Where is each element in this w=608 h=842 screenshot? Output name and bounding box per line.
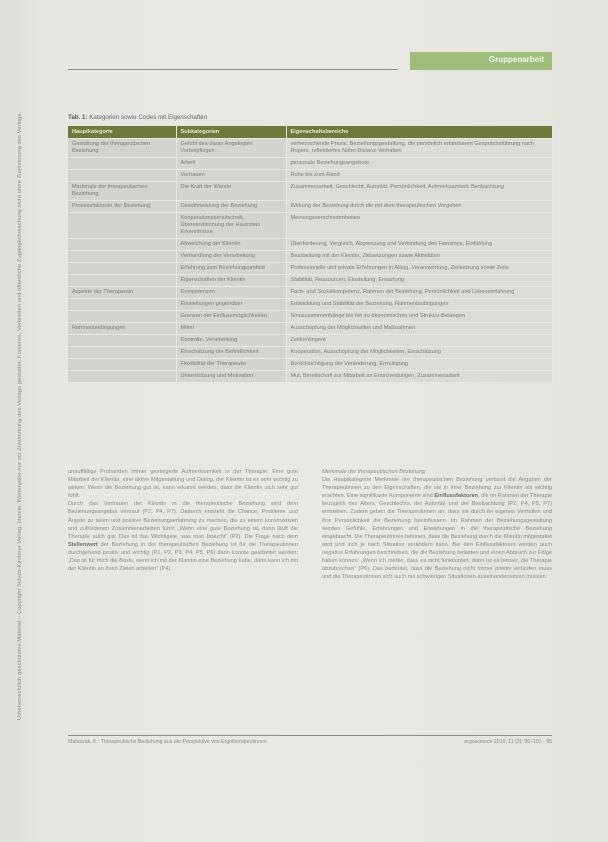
- table-cell: Die Kraft der Wände: [176, 182, 286, 201]
- table-header-cell: Eigenschaftsbereiche: [286, 126, 552, 139]
- table-row: [68, 335, 552, 347]
- table-row: [68, 323, 552, 335]
- table-row: [68, 359, 552, 371]
- table-cell: Kooperationsbereitschaft, Übereinstimmung der Hausstein Erkenntnisse: [176, 213, 286, 239]
- table-row: [68, 251, 552, 263]
- table-cell: Mittel: [176, 323, 286, 335]
- footer-rule: [68, 735, 552, 736]
- table-cell: Zusammenarbeit, Geschlecht, Autorität, Persönlichkeit, Aufmerksamkeit, Beobachtung: [286, 182, 552, 201]
- table-cell: [68, 158, 176, 170]
- table-cell: [68, 335, 176, 347]
- table-cell: personale Beziehungsangebote: [286, 158, 552, 170]
- table-cell: vorherrschende Praxis, Beziehungsgestaltung, die persönlich erfahrbaren Gesprächsführung nach Rogers, reflektiertes Nähe-Distanz-Verhalten: [286, 139, 552, 158]
- table-cell: Gefühl des daran Angelegtes Vorbeipflegen: [176, 139, 286, 158]
- table-cell: Berücksichtigung der Veränderung, Ermutigung: [286, 359, 552, 371]
- table-cell: Meinungsverschiedenheiten: [286, 213, 552, 239]
- section-badge: [410, 52, 552, 70]
- table-cell: [68, 359, 176, 371]
- table-cell: Kooperation, Ausschöpfung der Möglichkeiten, Einschätzung: [286, 347, 552, 359]
- table-cell: Kompetenzen: [176, 287, 286, 299]
- table-row: [68, 201, 552, 213]
- table-cell: [68, 251, 176, 263]
- table-row: [68, 170, 552, 182]
- table-cell: Kontrolle, Verarbeitung: [176, 335, 286, 347]
- table-row: [68, 311, 552, 323]
- table-row: [68, 239, 552, 251]
- table-cell: Einschätzung der Befindlichkeit: [176, 347, 286, 359]
- paragraph: Die Hauptkategorie Merkmale der therapeutischen Beziehung umfasst die Angaben der Therapeutinnen zu den Eigenschaften, die sie in ihrer Beziehung zur Klientin als wichtig erachten. Eine signifikante Komponente sind Einflussfaktoren, die im Rahmen der Therapie bezüglich des Alters, Geschlechts, der Autorität und der Beobachtung (P2, P4, P5, P7) entstehen. Zudem geben die Therapeutinnen an, dass sie durch ihr eigenes Verhalten und ihre Persönlichkeit die Beziehung beeinflussen. Im Rahmen der Beziehungsgestaltung werden Gefühle, Erfahrungen und Erwartungen in die therapeutische Beziehung eingebracht. Die Therapeutinnen betonen, dass die Beziehung durch die Klientin mitgestaltet wird und sich je nach Situation verändern kann. Bei den Einflussfaktoren werden auch negative Erfahrungen beschrieben, die die Beziehung belasten und einen Abbruch zur Folge haben können: „Wenn ich merke, dass es nicht funktioniert, dann ist es besser, die Therapie abzubrechen“ (P6). Das bedeutet, dass die Beziehung nicht immer positiv verlaufen muss und die Therapeutinnen sich auch mit schwierigen Situationen auseinandersetzen müssen.: [322, 477, 552, 581]
- table-row: [68, 275, 552, 287]
- copyright-sidebar: [6, 60, 23, 720]
- table-cell: [68, 170, 176, 182]
- table-cell: Arbeit: [176, 158, 286, 170]
- table-caption-label: Tab. 1:: [68, 114, 88, 121]
- table-row: [68, 158, 552, 170]
- table-cell: Ausschöpfung der Möglichkeiten und Maßnahmen: [286, 323, 552, 335]
- table-cell: Sinnzusammenhänge bis hin zu ökonomischen und Struktur-Belangen: [286, 311, 552, 323]
- table-caption: [68, 114, 207, 121]
- header-rule: [68, 69, 398, 70]
- table-header-row: [68, 126, 552, 139]
- copyright-text: Urheberrechtlich geschütztes Material – Copyright Schulz-Kirchner Verlag, Idstein. Weitergabe nur mit Zustimmung des Verlags gestattet. Kopieren, Verbreiten und öffentliche Zugänglichmachung nicht ohne Zustimmung des Verlags.: [17, 111, 23, 720]
- table-caption-text: Kategorien sowie Codes mit Eigenschaften: [89, 114, 208, 121]
- table-row: [68, 139, 552, 158]
- table-cell: Erfahrung zum Beziehungsumfeld: [176, 263, 286, 275]
- table-cell: Fach- und Sozialkompetenz, Rahmen der Beziehung, Persönlichkeit und Lebenserfahrung: [286, 287, 552, 299]
- table-cell: Gestaltung der therapeutischen Beziehung: [68, 139, 176, 158]
- table-header-cell: Subkategorien: [176, 126, 286, 139]
- table-row: [68, 371, 552, 383]
- table-cell: Grenzen der Einflussmöglichkeiten: [176, 311, 286, 323]
- table-cell: Stabilität, Ressourcen, Einstellung, Erwartung: [286, 275, 552, 287]
- table-cell: Entwicklung und Stabilität der Beziehung, Rahmenbedingungen: [286, 299, 552, 311]
- category-table: [68, 126, 553, 382]
- table-cell: Mut, Bereitschaft zur Mitarbeit an Entscheidungen, Zusammenarbeit: [286, 371, 552, 383]
- table-cell: [68, 347, 176, 359]
- table-cell: Prozessfaktoren der Beziehung: [68, 201, 176, 213]
- table-cell: Merkmale der therapeutischen Beziehung: [68, 182, 176, 201]
- table-row: [68, 347, 552, 359]
- section-badge-label: Gruppenarbeit: [488, 55, 544, 64]
- right-text-column: [322, 468, 552, 581]
- table-cell: [68, 213, 176, 239]
- table-row: [68, 263, 552, 275]
- table-cell: Wirkung der Beziehung durch die mit dem therapeutischen Vorgehen: [286, 201, 552, 213]
- table-cell: Einstellungen gegenüber: [176, 299, 286, 311]
- table-cell: Vertrauen: [176, 170, 286, 182]
- table-cell: Überforderung, Vergleich, Abgrenzung und Verbindung des Feinsinns, Einfühlung: [286, 239, 552, 251]
- footer-citation: Matuszak, K.: Therapeutische Beziehung aus der Perspektive von Ergotherapeutinnen: [68, 739, 267, 745]
- section-heading: Merkmale der therapeutischen Beziehung: [322, 469, 426, 475]
- table-cell: Gewährleistung der Beziehung: [176, 201, 286, 213]
- table-cell: Aspekte der Therapeutin: [68, 287, 176, 299]
- table-cell: Bearbeitung mit der Klientin, Zielsetzungen sowie Aktivitäten: [286, 251, 552, 263]
- table-cell: [68, 299, 176, 311]
- table-cell: [68, 263, 176, 275]
- table-cell: [68, 371, 176, 383]
- table-cell: Rahmenbedingungen: [68, 323, 176, 335]
- table-cell: Abweichung der Klientin: [176, 239, 286, 251]
- table-cell: Ruhe bis zum Rand: [286, 170, 552, 182]
- table-cell: [68, 239, 176, 251]
- table-cell: Verhandlung der Verarbeitung: [176, 251, 286, 263]
- table-row: [68, 213, 552, 239]
- table-cell: Eigenschaften der Klientin: [176, 275, 286, 287]
- footer-journal: ergoscience 2016; 11 (3): 90–101 · 95: [464, 739, 552, 745]
- table-row: [68, 182, 552, 201]
- table-cell: Professionelle und private Erfahrungen in Alltag, Verantwortung, Zielsetzung sowie Ziele: [286, 263, 552, 275]
- paragraph: unauffällige Probanden immer gesteigerte Aufmerksamkeit in der Therapie. Eine gute Mitarbeit der Klientin, eine aktive Mitgestaltung und Dialog, der Klientin ist es sehr wichtig zu wirken. Wenn die Beziehung gut ist, kann erkannt werden, dass die Klientin sich sehr gut fühlt.: [68, 469, 298, 500]
- table-row: [68, 299, 552, 311]
- table-cell: [68, 311, 176, 323]
- table-row: [68, 287, 552, 299]
- table-header-cell: Hauptkategorie: [68, 126, 176, 139]
- table-cell: Flexibilität der Therapeutin: [176, 359, 286, 371]
- left-text-column: [68, 468, 298, 573]
- table-cell: Zeitkontingent: [286, 335, 552, 347]
- paragraph: Durch das Vertrauen der Klientin in die therapeutische Beziehung wird dem Beziehungsangebot vertraut (P2, P4, P7). Dadurch entsteht die Chance, Probleme und Ängste zu teilen und positive Beziehungserfahrung zu machen, die zu einem konstruktiven und zufriedenen Zusammenarbeiten führt: „Wenn eine gute Beziehung ist, dann läuft die Therapie auch gut. Das ist das Wichtigste, was man braucht“ (P2). Die Frage nach dem Stellenwert der Beziehung in der therapeutischen Beziehung ist für die Therapeutinnen durchgehend positiv und wichtig (P1, P2, P3, P4, P5, P6) dann konnte gearbeitet werden: „Das ist für mich die Basis, wenn ich mit der Klientin eine Beziehung habe, dann kann ich mit der Klientin an ihren Zielen arbeiten“ (P4).: [68, 501, 298, 573]
- table-cell: Unterstützung und Motivation: [176, 371, 286, 383]
- table-cell: [68, 275, 176, 287]
